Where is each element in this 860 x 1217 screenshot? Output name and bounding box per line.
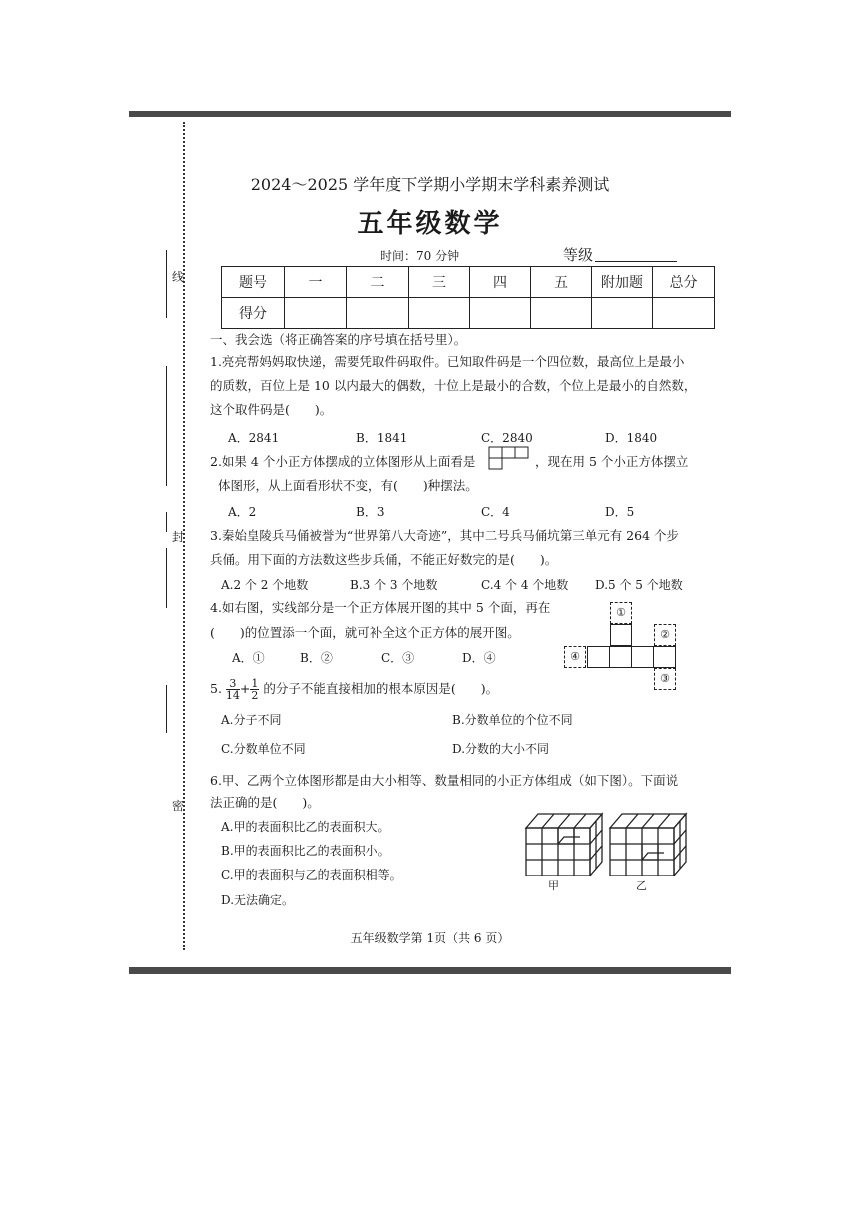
binding-line-segment bbox=[166, 685, 167, 733]
q4-option-a[interactable]: A．① bbox=[232, 651, 265, 665]
net-position-1: ① bbox=[610, 602, 632, 624]
fraction-3-14 bbox=[226, 678, 240, 701]
q2-option-c[interactable]: C．4 bbox=[481, 505, 510, 519]
figure-label-jia: 甲 bbox=[548, 879, 559, 892]
q5-number: 5. bbox=[210, 681, 222, 696]
q5-option-c[interactable]: C.分数单位不同 bbox=[221, 742, 306, 756]
q2-option-d[interactable]: D．5 bbox=[605, 505, 635, 519]
table-cell: 四 bbox=[470, 267, 531, 298]
table-cell: 得分 bbox=[222, 298, 285, 329]
frac-den: 2 bbox=[251, 689, 259, 702]
q1-option-b[interactable]: B．1841 bbox=[356, 431, 408, 445]
figure-yi-cubes bbox=[608, 804, 688, 876]
table-cell: 二 bbox=[347, 267, 409, 298]
score-input-cell[interactable] bbox=[409, 298, 470, 329]
fraction-1-2 bbox=[250, 678, 259, 701]
score-input-cell[interactable] bbox=[347, 298, 409, 329]
q5-line bbox=[210, 676, 498, 702]
q2-line1b: ，现在用 5 个小正方体摆立 bbox=[535, 454, 689, 469]
score-table bbox=[221, 266, 715, 329]
q5-option-d[interactable]: D.分数的大小不同 bbox=[452, 742, 550, 756]
score-table-header-row bbox=[222, 267, 715, 298]
q6-line1: 6.甲、乙两个立体图形都是由大小相等、数量相同的小正方体组成（如下图）。下面说 bbox=[210, 773, 679, 788]
q4-option-b[interactable]: B．② bbox=[300, 651, 333, 665]
score-table-score-row bbox=[222, 298, 715, 329]
page-footer: 五年级数学第 1页（共 6 页） bbox=[350, 931, 510, 945]
q6-option-d[interactable]: D.无法确定。 bbox=[221, 893, 295, 907]
score-input-cell[interactable] bbox=[653, 298, 715, 329]
q4-option-c[interactable]: C．③ bbox=[381, 651, 415, 665]
q5-text: 的分子不能直接相加的根本原因是( )。 bbox=[263, 681, 499, 696]
figure-jia-cubes bbox=[524, 804, 604, 876]
q3-line1: 3.秦始皇陵兵马俑被誉为“世界第八大奇迹”，其中二号兵马俑坑第三单元有 264 个步 bbox=[210, 528, 680, 543]
score-input-cell[interactable] bbox=[592, 298, 653, 329]
exam-title: 2024～2025 学年度下学期小学期末学科素养测试 bbox=[250, 175, 610, 194]
margin-char-feng: 封 bbox=[172, 530, 185, 544]
q1-option-c[interactable]: C．2840 bbox=[481, 431, 533, 445]
frac-num: 1 bbox=[251, 677, 259, 690]
top-view-figure bbox=[488, 446, 530, 472]
top-rule bbox=[129, 111, 731, 117]
q1-line3: 这个取件码是( )。 bbox=[210, 402, 333, 417]
binding-line-segment bbox=[166, 366, 167, 486]
q4-line2: ( )的位置添一个面，就可补全这个正方体的展开图。 bbox=[210, 625, 520, 640]
q3-option-a[interactable]: A.2 个 2 个地数 bbox=[221, 578, 309, 592]
binding-line-segment bbox=[166, 548, 167, 608]
net-position-2: ② bbox=[654, 624, 676, 646]
table-cell: 附加题 bbox=[592, 267, 653, 298]
binding-line-segment bbox=[166, 512, 167, 532]
table-cell: 总分 bbox=[653, 267, 715, 298]
q3-option-b[interactable]: B.3 个 3 个地数 bbox=[350, 578, 438, 592]
q2-option-a[interactable]: A．2 bbox=[228, 505, 257, 519]
table-cell: 三 bbox=[409, 267, 470, 298]
q1-option-d[interactable]: D．1840 bbox=[605, 431, 658, 445]
q2-option-b[interactable]: B．3 bbox=[356, 505, 385, 519]
q5-option-b[interactable]: B.分数单位的个位不同 bbox=[452, 713, 573, 727]
section-heading: 一、我会选（将正确答案的序号填在括号里）。 bbox=[210, 332, 467, 347]
bottom-rule bbox=[129, 967, 731, 974]
margin-char-xian: 线 bbox=[172, 270, 185, 284]
figure-label-yi: 乙 bbox=[636, 879, 647, 892]
score-input-cell[interactable] bbox=[470, 298, 531, 329]
q1-line2: 的质数，百位上是 10 以内最大的偶数，十位上是最小的合数，个位上是最小的自然数， bbox=[210, 378, 697, 393]
frac-num: 3 bbox=[226, 678, 240, 690]
q1-line1: 1.亮亮帮妈妈取快递，需要凭取件码取件。已知取件码是一个四位数，最高位上是最小 bbox=[210, 354, 685, 369]
net-position-4: ④ bbox=[564, 646, 586, 668]
q2-line2: 体图形，从上面看形状不变，有( )种摆法。 bbox=[218, 478, 478, 493]
grade-label: 等级 bbox=[563, 246, 594, 264]
q6-option-b[interactable]: B.甲的表面积比乙的表面积小。 bbox=[221, 844, 390, 858]
q6-option-a[interactable]: A.甲的表面积比乙的表面积大。 bbox=[221, 820, 390, 834]
net-position-3: ③ bbox=[654, 668, 676, 690]
q2-line1a: 2.如果 4 个小正方体摆成的立体图形从上面看是 bbox=[210, 454, 476, 469]
q4-line1: 4.如右图，实线部分是一个正方体展开图的其中 5 个面，再在 bbox=[210, 600, 551, 615]
q3-option-d[interactable]: D.5 个 5 个地数 bbox=[595, 578, 683, 592]
score-input-cell[interactable] bbox=[285, 298, 347, 329]
plus-sign: + bbox=[239, 681, 251, 696]
score-input-cell[interactable] bbox=[531, 298, 592, 329]
q4-option-d[interactable]: D．④ bbox=[462, 651, 496, 665]
time-label: 时间：70 分钟 bbox=[380, 249, 460, 263]
table-cell: 五 bbox=[531, 267, 592, 298]
net-face bbox=[610, 624, 632, 646]
subject-title: 五年级数学 bbox=[357, 209, 503, 239]
q6-line2: 法正确的是( )。 bbox=[210, 795, 320, 810]
q1-option-a[interactable]: A．2841 bbox=[228, 431, 280, 445]
q3-option-c[interactable]: C.4 个 4 个地数 bbox=[481, 578, 569, 592]
table-cell: 题号 bbox=[222, 267, 285, 298]
grade-blank[interactable] bbox=[595, 261, 677, 262]
net-face bbox=[609, 646, 632, 668]
binding-line-segment bbox=[166, 250, 167, 318]
table-cell: 一 bbox=[285, 267, 347, 298]
q3-line2: 兵俑。用下面的方法数这些步兵俑，不能正好数完的是( )。 bbox=[210, 552, 558, 567]
q5-option-a[interactable]: A.分子不同 bbox=[221, 713, 282, 727]
q6-option-c[interactable]: C.甲的表面积与乙的表面积相等。 bbox=[221, 868, 402, 882]
margin-char-mi: 密 bbox=[172, 799, 185, 813]
frac-den: 14 bbox=[225, 689, 240, 702]
net-face bbox=[653, 646, 676, 668]
net-face bbox=[631, 646, 654, 668]
net-face bbox=[587, 646, 610, 668]
